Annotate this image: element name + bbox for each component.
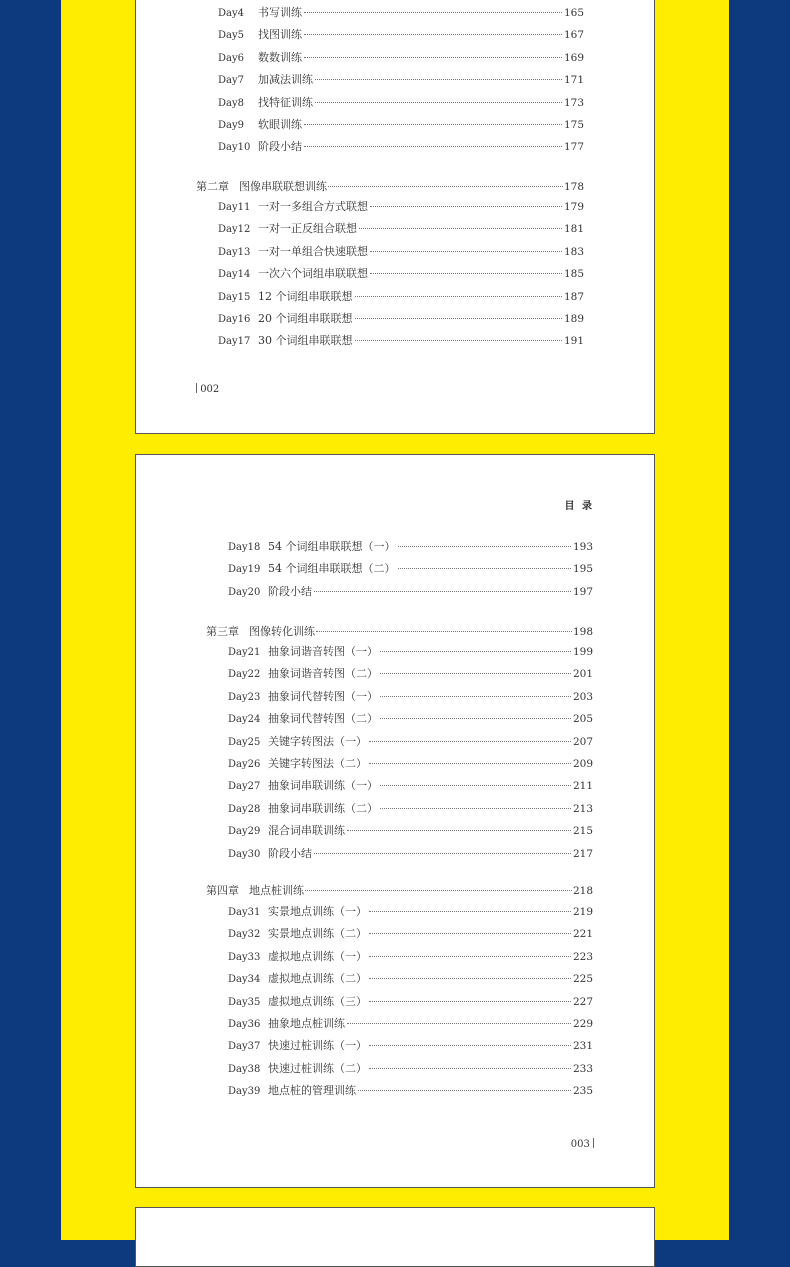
leader-dots [380, 784, 571, 786]
entry-day: Day32 [228, 929, 261, 941]
leader-dots [380, 807, 571, 809]
leader-dots [347, 829, 571, 831]
entry-page: 205 [572, 713, 593, 726]
leader-dots [328, 185, 563, 187]
leader-dots [304, 123, 562, 125]
toc-entry [228, 645, 593, 660]
folio-bar [196, 383, 197, 393]
entry-day: Day31 [228, 907, 261, 918]
toc-entry [218, 140, 584, 155]
entry-title: 抽象词代替转图（二） [268, 712, 378, 726]
leader-dots [369, 955, 571, 957]
entry-page: 195 [572, 563, 593, 576]
leader-dots [398, 545, 571, 547]
entry-title: 12 个词组串联联想 [258, 289, 353, 303]
entry-page: 189 [563, 313, 584, 325]
entry-page: 179 [563, 201, 584, 213]
entry-day: Day21 [228, 647, 261, 658]
leader-dots [304, 145, 562, 147]
entry-day: Day17 [218, 336, 251, 348]
entry-page: 201 [572, 668, 593, 681]
entry-page: 217 [572, 847, 593, 860]
leader-dots [380, 672, 571, 674]
chapter-heading-4 [206, 882, 593, 898]
entry-title: 数数训练 [258, 50, 302, 64]
leader-dots [355, 295, 562, 297]
entry-title: 虚拟地点训练（一） [268, 949, 367, 963]
entry-day: Day26 [228, 759, 261, 770]
entry-page: 199 [572, 646, 593, 658]
toc-entry [228, 847, 593, 862]
leader-dots [355, 339, 562, 341]
entry-title: 快速过桩训练（一） [268, 1039, 367, 1053]
leader-dots [315, 78, 562, 80]
toc-entry [228, 905, 593, 920]
entry-day: Day27 [228, 781, 261, 793]
entry-title: 抽象词谐音转图（二） [268, 667, 378, 681]
toc-entry [228, 1039, 593, 1054]
toc-entry [218, 312, 584, 327]
leader-dots [380, 695, 571, 697]
entry-page: 229 [572, 1018, 593, 1030]
entry-day: Day6 [218, 52, 244, 64]
chapter-page: 178 [563, 181, 584, 193]
leader-dots [304, 11, 562, 13]
toc-page-003 [135, 454, 655, 1188]
entry-title: 快速过桩训练（二） [268, 1061, 367, 1075]
entry-title: 抽象地点桩训练 [268, 1017, 345, 1030]
entry-page: 177 [563, 141, 584, 154]
entry-page: 207 [572, 735, 593, 748]
leader-dots [369, 932, 571, 934]
entry-day: Day36 [228, 1019, 261, 1030]
entry-title: 地点桩的管理训练 [268, 1084, 356, 1098]
entry-title: 30 个词组串联联想 [258, 334, 353, 348]
entry-title: 54 个词组串联联想（二） [268, 562, 396, 576]
leader-dots [316, 630, 572, 632]
entry-day: Day34 [228, 974, 261, 986]
toc-entry [218, 28, 584, 43]
toc-entry [228, 927, 593, 942]
entry-title: 虚拟地点训练（三） [268, 994, 367, 1008]
toc-entry [228, 540, 593, 555]
leader-dots [347, 1022, 571, 1024]
leader-dots [315, 101, 562, 103]
folio [196, 383, 219, 395]
toc-entry [218, 96, 584, 111]
toc-entry [228, 995, 593, 1010]
toc-entry [228, 757, 593, 772]
entry-day: Day39 [228, 1086, 261, 1098]
chapter-number: 第二章 [196, 180, 229, 193]
toc-page-next [135, 1207, 655, 1267]
entry-page: 171 [563, 74, 584, 87]
page-number: 003 [570, 1139, 590, 1150]
entry-day: Day5 [218, 30, 244, 42]
toc-entry [218, 334, 584, 349]
chapter-heading-3 [206, 623, 593, 639]
entry-title: 一次六个词组串联联想 [258, 267, 368, 281]
leader-dots [398, 567, 571, 569]
entry-page: 165 [563, 7, 584, 19]
entry-day: Day37 [228, 1041, 261, 1053]
leader-dots [380, 650, 571, 652]
toc-entry [228, 562, 593, 577]
toc-entry [228, 950, 593, 965]
toc-entry [218, 51, 584, 66]
entry-title: 抽象词谐音转图（一） [268, 645, 378, 658]
entry-page: 193 [572, 541, 593, 553]
entry-title: 一对一单组合快速联想 [258, 244, 368, 258]
entry-page: 187 [563, 290, 584, 303]
entry-title: 20 个词组串联联想 [258, 312, 353, 325]
entry-title: 实景地点训练（一） [268, 905, 367, 918]
entry-day: Day19 [228, 564, 261, 576]
entry-page: 197 [572, 585, 593, 598]
leader-dots [370, 272, 562, 274]
entry-page: 183 [563, 245, 584, 258]
entry-page: 213 [572, 802, 593, 815]
entry-page: 169 [563, 51, 584, 64]
entry-day: Day33 [228, 951, 261, 963]
page-number: 002 [200, 384, 220, 395]
toc-entry [228, 712, 593, 727]
entry-page: 215 [572, 825, 593, 838]
entry-day: Day23 [228, 691, 261, 703]
entry-page: 233 [572, 1062, 593, 1075]
entry-title: 一对一正反组合联想 [258, 222, 357, 236]
entry-day: Day15 [218, 291, 251, 303]
entry-title: 关键字转图法（一） [268, 734, 367, 748]
entry-day: Day18 [228, 542, 261, 553]
leader-dots [369, 1000, 571, 1002]
entry-page: 167 [563, 29, 584, 42]
entry-title: 书写训练 [258, 6, 302, 19]
entry-page: 191 [563, 335, 584, 348]
entry-page: 223 [572, 950, 593, 963]
entry-day: Day11 [218, 202, 251, 213]
toc-entry [218, 245, 584, 260]
entry-day: Day4 [218, 8, 244, 19]
entry-title: 混合词串联训练 [268, 824, 345, 838]
leader-dots [370, 205, 562, 207]
entry-title: 虚拟地点训练（二） [268, 972, 367, 986]
chapter-title: 图像转化训练 [249, 625, 315, 638]
entry-title: 一对一多组合方式联想 [258, 200, 368, 213]
entry-title: 抽象词代替转图（一） [268, 689, 378, 703]
toc-entry [218, 267, 584, 282]
entry-title: 54 个词组串联联想（一） [268, 540, 396, 553]
chapter-heading-2 [196, 178, 584, 194]
entry-day: Day38 [228, 1063, 261, 1075]
entry-page: 173 [563, 96, 584, 109]
entry-title: 阶段小结 [268, 584, 312, 598]
toc-entry [218, 6, 584, 21]
entry-page: 175 [563, 119, 584, 131]
chapter-title: 地点桩训练 [249, 884, 304, 897]
entry-day: Day13 [218, 246, 251, 258]
leader-dots [358, 1089, 571, 1091]
entry-title: 加减法训练 [258, 73, 313, 87]
leader-dots [314, 590, 571, 592]
toc-entry [228, 779, 593, 794]
leader-dots [355, 317, 562, 319]
entry-page: 225 [572, 973, 593, 986]
leader-dots [314, 852, 571, 854]
toc-entry [228, 735, 593, 750]
entry-page: 185 [563, 268, 584, 281]
entry-page: 211 [572, 780, 593, 793]
leader-dots [380, 717, 571, 719]
toc-entry [228, 585, 593, 600]
leader-dots [370, 250, 562, 252]
entry-title: 抽象词串联训练（二） [268, 801, 378, 815]
chapter-page: 198 [572, 626, 593, 638]
entry-title: 找图训练 [258, 28, 302, 42]
entry-day: Day7 [218, 75, 244, 87]
toc-entry [228, 972, 593, 987]
entry-page: 209 [572, 758, 593, 770]
leader-dots [304, 56, 562, 58]
toc-entry [228, 802, 593, 817]
entry-title: 阶段小结 [268, 846, 312, 860]
leader-dots [305, 889, 572, 891]
folio-bar [593, 1138, 594, 1148]
entry-day: Day35 [228, 996, 261, 1008]
toc-entry [228, 1084, 593, 1099]
entry-title: 实景地点训练（二） [268, 927, 367, 941]
leader-dots [369, 762, 571, 764]
leader-dots [369, 740, 571, 742]
entry-day: Day29 [228, 826, 261, 838]
entry-page: 235 [572, 1085, 593, 1098]
entry-page: 203 [572, 690, 593, 703]
entry-day: Day24 [228, 714, 261, 726]
folio [571, 1138, 594, 1150]
leader-dots [369, 1044, 571, 1046]
toc-entry [228, 690, 593, 705]
entry-day: Day9 [218, 120, 244, 131]
entry-page: 219 [572, 906, 593, 918]
toc-entry [218, 290, 584, 305]
toc-entry [228, 1062, 593, 1077]
chapter-page: 218 [572, 885, 593, 897]
chapter-number: 第四章 [206, 884, 239, 897]
entry-day: Day28 [228, 803, 261, 815]
entry-day: Day8 [218, 97, 244, 109]
entry-title: 找特征训练 [258, 95, 313, 109]
toc-entry [218, 73, 584, 88]
entry-day: Day12 [218, 224, 251, 236]
leader-dots [304, 33, 562, 35]
chapter-number: 第三章 [206, 625, 239, 638]
entry-day: Day16 [218, 314, 251, 325]
entry-page: 231 [572, 1040, 593, 1053]
leader-dots [369, 977, 571, 979]
entry-page: 227 [572, 995, 593, 1008]
toc-entry [218, 200, 584, 215]
entry-day: Day30 [228, 848, 261, 860]
running-header: 目 录 [564, 501, 594, 512]
entry-title: 阶段小结 [258, 140, 302, 154]
entry-day: Day10 [218, 142, 251, 154]
leader-dots [359, 227, 562, 229]
toc-page-002 [135, 0, 655, 434]
leader-dots [369, 1067, 571, 1069]
toc-entry [218, 222, 584, 237]
toc-entry [228, 824, 593, 839]
entry-day: Day22 [228, 669, 261, 681]
leader-dots [369, 910, 571, 912]
toc-entry [228, 667, 593, 682]
entry-page: 181 [563, 223, 584, 236]
entry-day: Day20 [228, 586, 261, 598]
entry-page: 221 [572, 928, 593, 941]
toc-entry [228, 1017, 593, 1032]
entry-day: Day14 [218, 269, 251, 281]
entry-title: 软眼训练 [258, 118, 302, 131]
entry-title: 抽象词串联训练（一） [268, 779, 378, 793]
chapter-title: 图像串联联想训练 [239, 180, 327, 193]
toc-entry [218, 118, 584, 133]
entry-title: 关键字转图法（二） [268, 757, 367, 770]
entry-day: Day25 [228, 736, 261, 748]
